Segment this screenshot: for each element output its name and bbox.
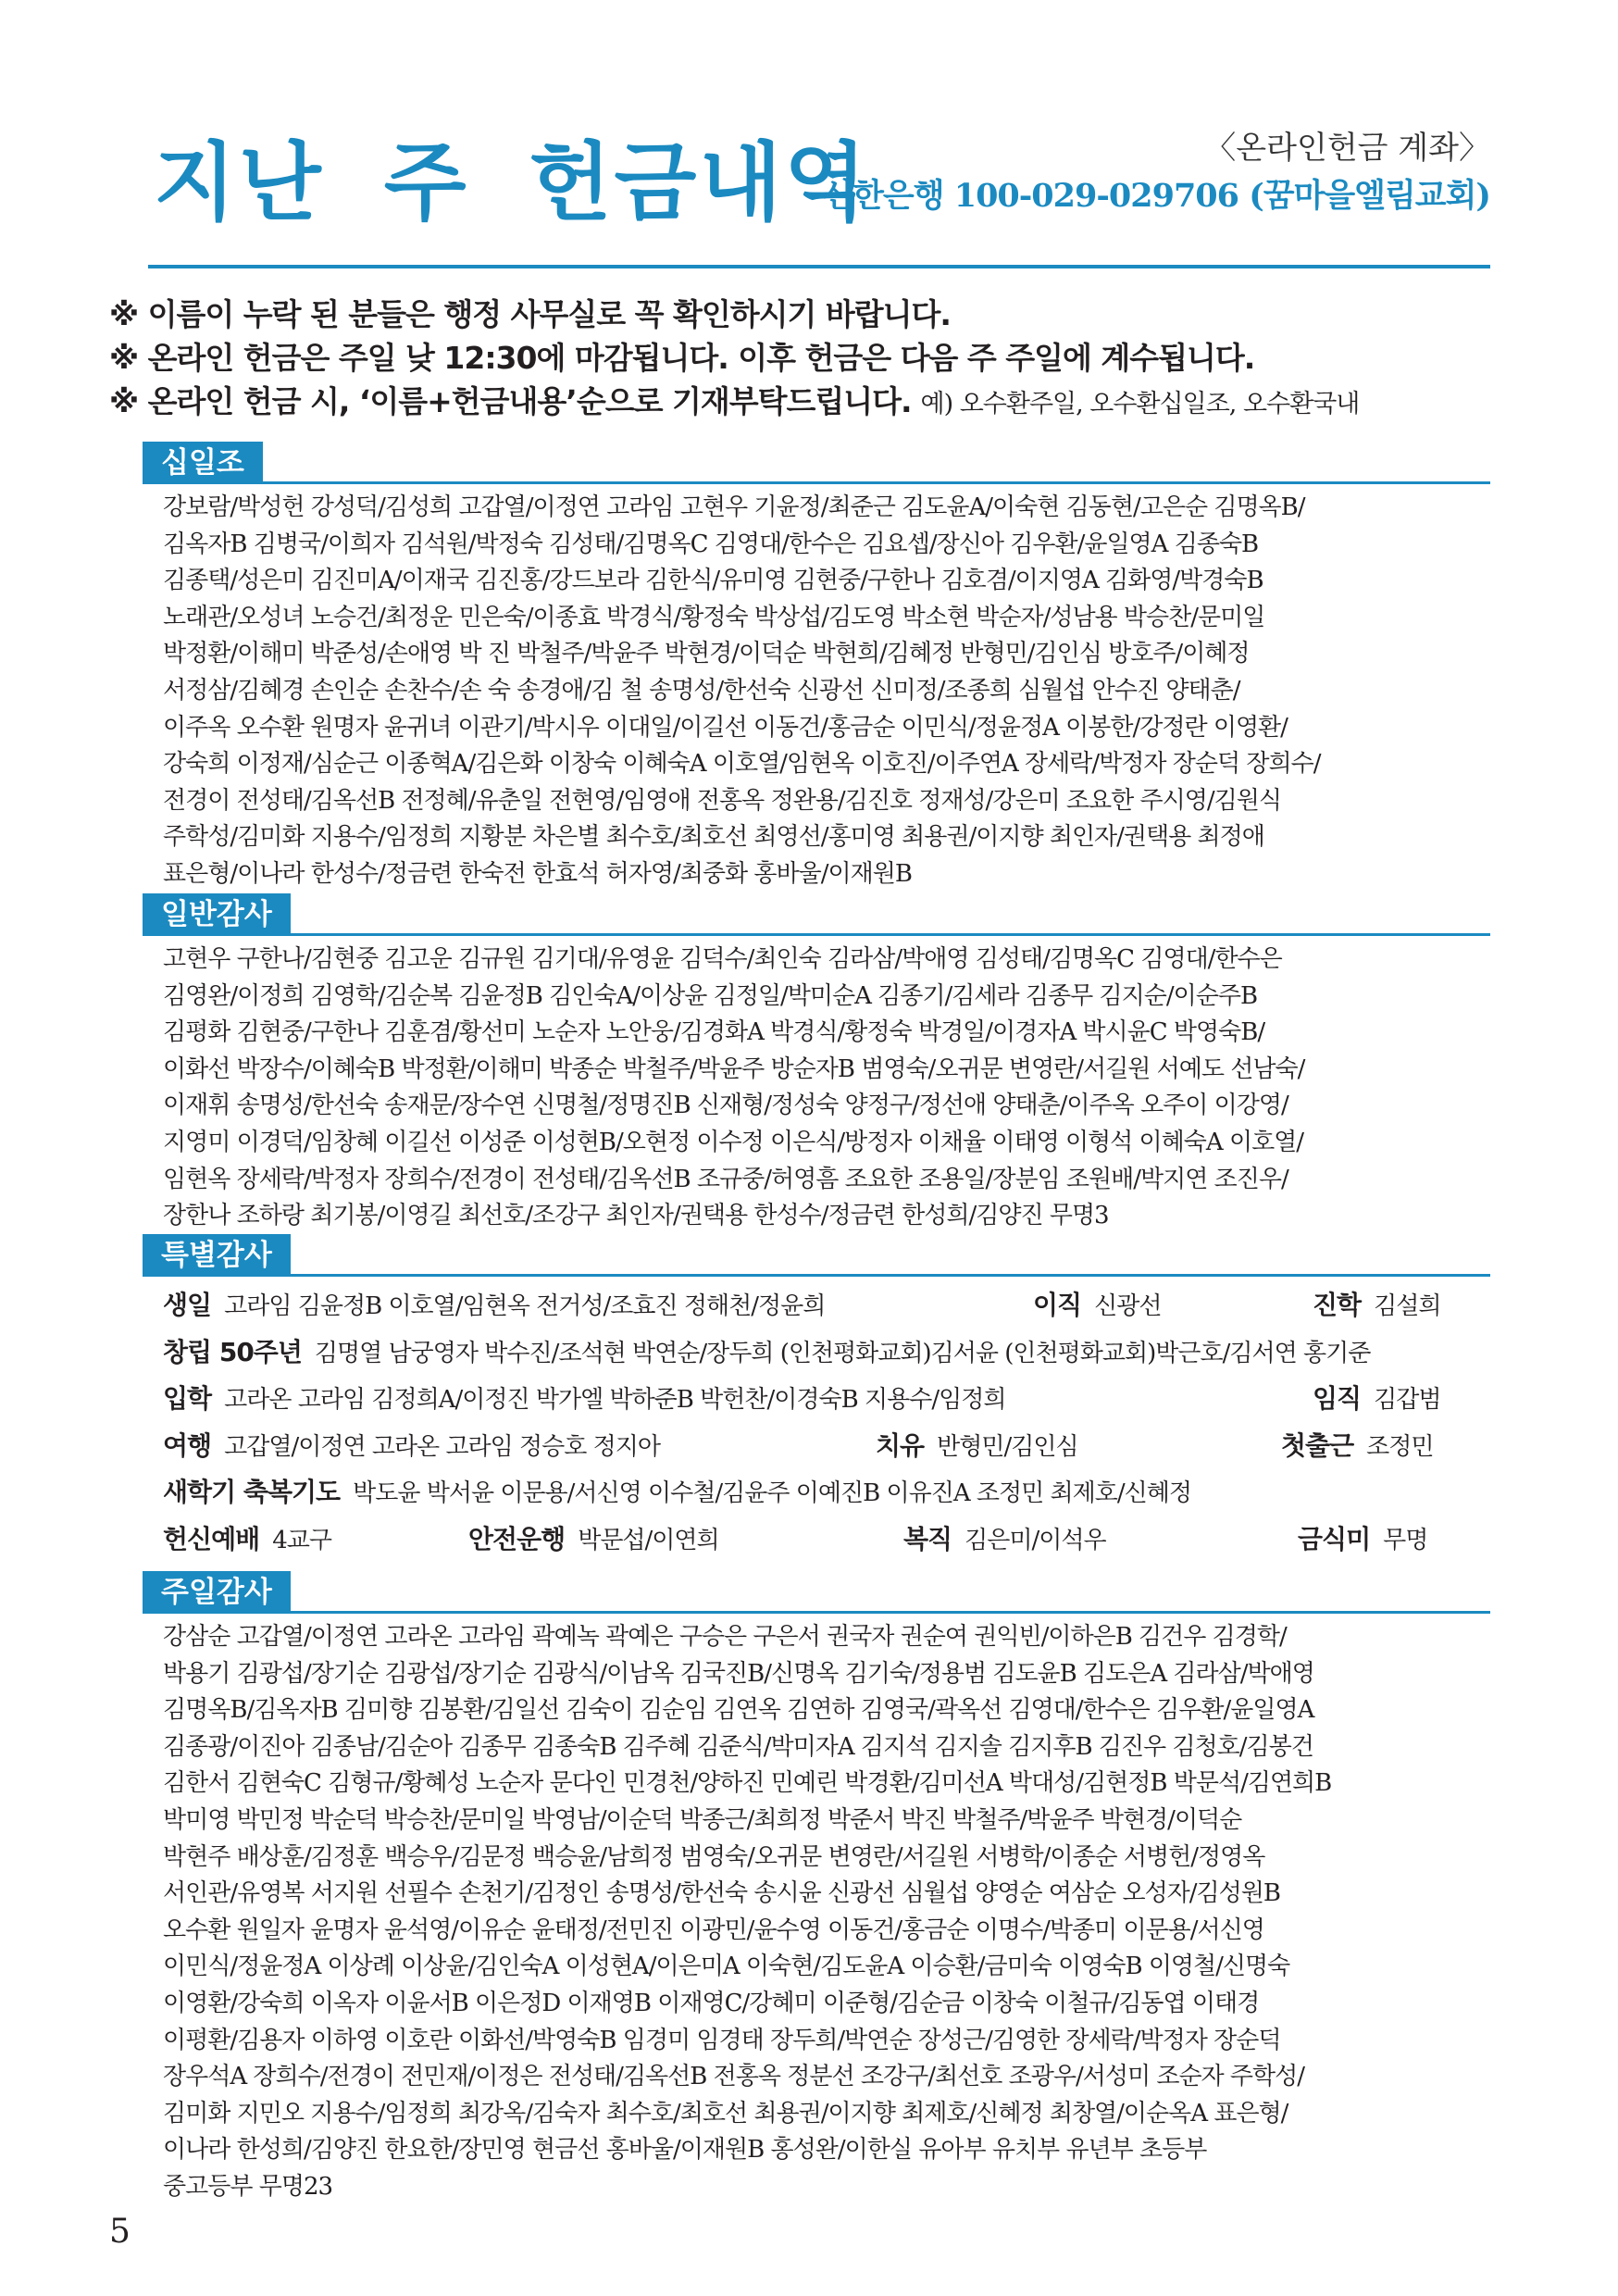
special-names: 박도윤 박서윤 이문용/서신영 이수철/김윤주 이예진B 이유진A 조정민 최제호/신혜정 — [353, 1479, 1191, 1507]
online-account-label: 〈온라인헌금 계좌〉 — [1204, 130, 1490, 167]
name-line: 박정환/이해미 박준성/손애영 박 진 박철주/박윤주 박현경/이덕순 박현희/김혜정 반형민/김인심 방호주/이혜정 — [163, 640, 1250, 668]
name-line: 지영미 이경덕/임창혜 이길선 이성준 이성현B/오현정 이수정 이은식/방정자 이채율 이태영 이형석 이혜숙A 이호열/ — [163, 1128, 1304, 1156]
special-item — [163, 1516, 331, 1565]
name-line: 이평환/김용자 이하영 이호란 이화선/박영숙B 임경미 임경태 장두희/박연순 장성근/김영한 장세락/박정자 장순덕 — [163, 2026, 1281, 2054]
special-names: 김갑범 — [1374, 1386, 1441, 1414]
special-row — [163, 1469, 1490, 1516]
name-line: 김평화 김현중/구한나 김훈겸/황선미 노순자 노안웅/김경화A 박경식/황정숙 박경일/이경자A 박시윤C 박영숙B/ — [163, 1018, 1265, 1047]
name-line: 이나라 한성희/김양진 한요한/장민영 현금선 홍바울/이재원B 홍성완/이한실 유아부 유치부 유년부 초등부 — [163, 2136, 1207, 2165]
special-names: 박문섭/이연희 — [578, 1526, 719, 1554]
name-line: 서인관/유영복 서지원 선필수 손천기/김정인 송명성/한선숙 송시윤 신광선 심월섭 양영순 여삼순 오성자/김성원B — [163, 1879, 1281, 1908]
notice-list — [109, 293, 1498, 426]
special-rows — [163, 1277, 1490, 1563]
header-divider — [148, 265, 1490, 268]
special-row — [163, 1329, 1490, 1377]
special-item — [1313, 1282, 1440, 1330]
special-category: 입학 — [163, 1383, 212, 1414]
name-line: 김옥자B 김병국/이희자 김석원/박정숙 김성태/김명옥C 김영대/한수은 김요셉/장신아 김우환/윤일영A 김종숙B — [163, 530, 1259, 558]
name-line: 주학성/김미화 지용수/임정희 지황분 차은별 최수호/최호선 최영선/홍미영 최용권/이지향 최인자/권택용 최정애 — [163, 823, 1264, 852]
special-category: 안전운행 — [468, 1523, 566, 1554]
special-item — [163, 1376, 1005, 1424]
special-category: 첫출근 — [1281, 1429, 1354, 1461]
special-names: 김은미/이석우 — [965, 1526, 1106, 1554]
special-names: 김설희 — [1374, 1292, 1441, 1320]
section-tab-tithe: 십일조 — [143, 442, 263, 484]
page-number: 5 — [109, 2213, 131, 2251]
special-item — [163, 1329, 1370, 1378]
name-line: 중고등부 무명23 — [163, 2172, 333, 2201]
special-category: 임직 — [1313, 1383, 1362, 1414]
section-general — [163, 891, 1490, 1235]
bank-account-info: 신한은행 100-029-029706 (꿈마을엘림교회) — [822, 177, 1490, 215]
section-header — [163, 891, 1490, 936]
special-names: 고라온 고라임 김정희A/이정진 박가엘 박하준B 박헌찬/이경숙B 지용수/임정희 — [224, 1386, 1006, 1414]
special-category: 생일 — [163, 1290, 212, 1320]
name-line: 김미화 지민오 지용수/임정희 최강옥/김숙자 최수호/최호선 최용권/이지향 최제호/신혜정 최창열/이순옥A 표은형/ — [163, 2099, 1288, 2128]
special-row — [163, 1423, 1490, 1470]
special-names: 조정민 — [1366, 1432, 1434, 1461]
special-category: 치유 — [876, 1429, 925, 1461]
name-line: 김종택/성은미 김진미A/이재국 김진홍/강드보라 김한식/유미영 김현중/구한나 김호겸/이지영A 김화영/박경숙B — [163, 567, 1263, 595]
special-item — [163, 1423, 660, 1471]
special-category: 진학 — [1313, 1290, 1362, 1320]
notice-item — [109, 380, 1498, 426]
notice-text: ※ 온라인 헌금 시, ‘이름+헌금내용’순으로 기재부탁드립니다. — [109, 383, 912, 419]
special-category: 여행 — [163, 1429, 212, 1461]
name-line: 박미영 박민정 박순덕 박승찬/문미일 박영남/이순덕 박종근/최희정 박준서 박진 박철주/박윤주 박현경/이덕순 — [163, 1805, 1242, 1834]
special-row — [163, 1376, 1490, 1423]
special-category: 이직 — [1033, 1290, 1082, 1320]
special-item — [1298, 1516, 1427, 1565]
section-header — [163, 439, 1490, 484]
name-line: 김명옥B/김옥자B 김미향 김봉환/김일선 김숙이 김순임 김연옥 김연하 김영국/곽옥선 김영대/한수은 김우환/윤일영A — [163, 1696, 1314, 1725]
section-header — [163, 1568, 1490, 1614]
name-line: 표은형/이나라 한성수/정금련 한숙전 한효석 허자영/최중화 홍바울/이재원B — [163, 859, 912, 888]
name-line: 이화선 박장수/이혜숙B 박정환/이해미 박종순 박철주/박윤주 방순자B 범영숙/오귀문 변영란/서길원 서예도 선남숙/ — [163, 1054, 1305, 1083]
section-tab-sunday: 주일감사 — [143, 1571, 291, 1614]
name-line: 김종광/이진아 김종남/김순아 김종무 김종숙B 김주혜 김준식/박미자A 김지석 김지솔 김지후B 김진우 김청호/김봉건 — [163, 1732, 1313, 1761]
special-item — [1281, 1423, 1434, 1471]
name-line: 서정삼/김혜경 손인순 손찬수/손 숙 송경애/김 철 송명성/한선숙 신광선 신미정/조종희 심월섭 안수진 양태춘/ — [163, 676, 1240, 705]
name-line: 김한서 김현숙C 김형규/황혜성 노순자 문다인 민경천/양하진 민예린 박경환/김미선A 박대성/김현정B 박문석/김연희B — [163, 1769, 1332, 1798]
special-names: 고라임 김윤정B 이호열/임현옥 전거성/조효진 정해천/정윤희 — [224, 1292, 826, 1320]
special-item — [163, 1282, 825, 1330]
section-tab-special: 특별감사 — [143, 1234, 291, 1277]
section-sunday — [163, 1568, 1490, 2206]
special-names: 김명열 남궁영자 박수진/조석현 박연순/장두희 (인천평화교회)김서윤 (인천평화교회)박근호/김서연 홍기준 — [314, 1339, 1371, 1367]
special-item — [903, 1516, 1106, 1565]
section-tithe — [163, 439, 1490, 893]
section-special — [163, 1231, 1490, 1563]
name-line: 박현주 배상훈/김정훈 백승우/김문정 백승윤/남희정 범영숙/오귀문 변영란/서길원 서병학/이종순 서병헌/정영옥 — [163, 1842, 1265, 1871]
name-line: 김영완/이정희 김영학/김순복 김윤정B 김인숙A/이상윤 김정일/박미순A 김종기/김세라 김종무 김지순/이순주B — [163, 981, 1258, 1010]
page-header — [148, 109, 1490, 232]
special-item — [1033, 1282, 1161, 1330]
special-item — [876, 1423, 1078, 1471]
special-category: 창립 50주년 — [163, 1336, 302, 1367]
name-line: 장한나 조하랑 최기봉/이영길 최선호/조강구 최인자/권택용 한성수/정금련 한성희/김양진 무명3 — [163, 1202, 1109, 1230]
special-item — [163, 1469, 1191, 1517]
name-line: 강삼순 고갑열/이정연 고라온 고라임 곽예녹 곽예은 구승은 구은서 권국자 권순여 권익빈/이하은B 김건우 김경학/ — [163, 1623, 1287, 1651]
name-line: 고현우 구한나/김현중 김고운 김규원 김기대/유영윤 김덕수/최인숙 김라삼/박애영 김성태/김명옥C 김영대/한수은 — [163, 945, 1282, 973]
special-item — [1313, 1376, 1440, 1424]
notice-item: ※ 이름이 누락 된 분들은 행정 사무실로 꼭 확인하시기 바랍니다. — [109, 296, 951, 332]
name-line: 이주옥 오수환 원명자 윤귀녀 이관기/박시우 이대일/이길선 이동건/홍금순 이민식/정윤정A 이봉한/강정란 이영환/ — [163, 713, 1288, 742]
page-title: 지난 주 헌금내역 — [154, 133, 870, 232]
name-line: 장우석A 장희수/전경이 전민재/이정은 전성태/김옥선B 전홍옥 정분선 조강구/최선호 조광우/서성미 조순자 주학성/ — [163, 2063, 1305, 2091]
name-line: 노래관/오성녀 노승건/최정운 민은숙/이종효 박경식/황정숙 박상섭/김도영 박소현 박순자/성남용 박승찬/문미일 — [163, 603, 1265, 631]
notice-example: 예) 오수환주일, 오수환십일조, 오수환국내 — [920, 390, 1360, 418]
name-line: 이민식/정윤정A 이상례 이상윤/김인숙A 이성현A/이은미A 이숙현/김도윤A 이승환/금미숙 이영숙B 이영철/신명숙 — [163, 1953, 1290, 1981]
name-line: 박용기 김광섭/장기순 김광섭/장기순 김광식/이남옥 김국진B/신명옥 김기숙/정용범 김도윤B 김도은A 김라삼/박애영 — [163, 1659, 1314, 1688]
general-names — [163, 936, 1490, 1235]
special-category: 복직 — [903, 1523, 952, 1554]
sunday-names — [163, 1614, 1490, 2206]
name-line: 이재휘 송명성/한선숙 송재문/장수연 신명철/정명진B 신재형/정성숙 양정구/정선애 양태춘/이주옥 오주이 이강영/ — [163, 1092, 1288, 1120]
special-names: 신광선 — [1094, 1292, 1162, 1320]
name-line: 오수환 원일자 윤명자 윤석영/이유순 윤태정/전민진 이광민/윤수영 이동건/홍금순 이명수/박종미 이문용/서신영 — [163, 1915, 1264, 1944]
section-tab-general: 일반감사 — [143, 893, 291, 936]
tithe-names — [163, 484, 1490, 893]
name-line: 강숙희 이정재/심순근 이종혁A/김은화 이창숙 이혜숙A 이호열/임현옥 이호진/이주연A 장세락/박정자 장순덕 장희수/ — [163, 750, 1321, 779]
special-names: 4교구 — [272, 1526, 331, 1554]
notice-item: ※ 온라인 헌금은 주일 낮 12:30에 마감됩니다. 이후 헌금은 다음 주 주일에 계수됩니다. — [109, 340, 1255, 376]
special-names: 고갑열/이정연 고라온 고라임 정승호 정지아 — [224, 1432, 661, 1461]
special-row — [163, 1282, 1490, 1329]
special-category: 새학기 축복기도 — [163, 1477, 341, 1507]
name-line: 전경이 전성태/김옥선B 전정혜/유춘일 전현영/임영애 전홍옥 정완용/김진호 정재성/강은미 조요한 주시영/김원식 — [163, 786, 1282, 815]
section-header — [163, 1231, 1490, 1277]
name-line: 이영환/강숙희 이옥자 이윤서B 이은정D 이재영B 이재영C/강혜미 이준형/김순금 이창숙 이철규/김동엽 이태경 — [163, 1989, 1260, 2017]
special-row — [163, 1516, 1490, 1564]
special-item — [468, 1516, 719, 1565]
special-names: 반형민/김인심 — [937, 1432, 1078, 1461]
special-category: 금식미 — [1298, 1523, 1371, 1554]
special-names: 무명 — [1383, 1526, 1428, 1554]
special-category: 헌신예배 — [163, 1523, 260, 1554]
name-line: 임현옥 장세락/박정자 장희수/전경이 전성태/김옥선B 조규중/허영흠 조요한 조용일/장분임 조원배/박지연 조진우/ — [163, 1165, 1288, 1193]
name-line: 강보람/박성헌 강성덕/김성희 고갑열/이정연 고라임 고현우 기윤정/최준근 김도윤A/이숙현 김동현/고은순 김명옥B/ — [163, 493, 1305, 521]
